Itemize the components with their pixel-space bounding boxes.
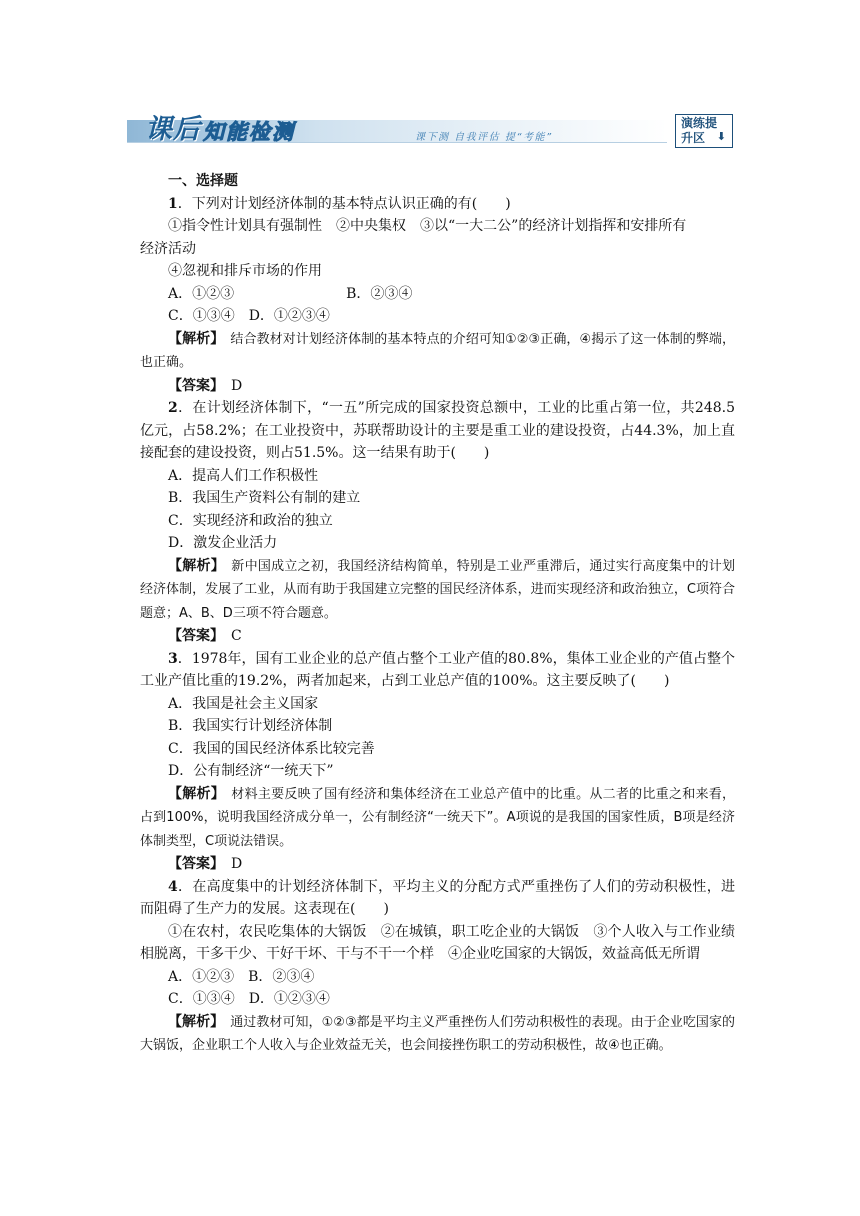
q3-option-a: A．我国是社会主义国家	[168, 695, 319, 712]
q1-options-cd: C．①③④ D．①②③④	[168, 308, 330, 324]
banner-title-small: 知能检测	[203, 120, 295, 144]
q2-answer-value: C	[217, 628, 242, 644]
q2-number: 2	[168, 400, 178, 416]
q1-analysis	[140, 328, 735, 375]
q3-answer	[140, 853, 735, 876]
q1-stem-text: ．下列对计划经济体制的基本特点认识正确的有( )	[177, 195, 511, 212]
q4-analysis-text: 通过教材可知，①②③都是平均主义严重挫伤人们劳动积极性的表现。由于企业吃国家的大锅饭，企业职工个人收入与企业效益无关，也会间接挫伤职工的劳动积极性，故④也正确。	[140, 1014, 736, 1053]
q1-answer-value: D	[217, 377, 243, 394]
q4-items: ①在农村，农民吃集体的大锅饭 ②在城镇，职工吃企业的大锅饭 ③个人收入与工作业绩相脱离，干多干少、干好干坏、干与不干一个样 ④企业吃国家的大锅饭，效益高低无所谓	[140, 923, 735, 962]
q1-answer	[140, 375, 735, 398]
q4-analysis	[140, 1011, 735, 1058]
q3-analysis	[140, 783, 735, 854]
q1-items-c: ④忽视和排斥市场的作用	[168, 263, 322, 279]
q3-option-b: B．我国实行计划经济体制	[168, 718, 333, 734]
badge-line1: 演练提	[681, 116, 718, 130]
q1-stem	[140, 193, 735, 216]
q4-number: 4	[168, 878, 178, 895]
q3-option-d: D．公有制经济“一统天下”	[168, 763, 334, 779]
q1-items-b: 经济活动	[140, 240, 196, 257]
q1-analysis-text: 结合教材对计划经济体制的基本特点的介绍可知①②③正确，④揭示了这一体制的弊端，也正确。	[140, 331, 736, 370]
q3-answer-label: 【答案】	[168, 856, 217, 872]
q2-analysis-text: 新中国成立之初，我国经济结构简单，特别是工业严重滞后，通过实行高度集中的计划经济体制，发展了工业，从而有助于我国建立完整的国民经济体系，进而实现经济和政治独立，C项符合题意；A、B、D三项不符合题意。	[140, 558, 735, 621]
q3-analysis-text: 材料主要反映了国有经济和集体经济在工业总产值中的比重。从二者的比重之和来看，占到100%，说明我国经济成分单一，公有制经济“一统天下”。A项说的是我国的国家性质，B项是经济体制类型，C项说法错误。	[140, 786, 735, 849]
q2-analysis-label: 【解析】	[168, 557, 219, 574]
q2-answer-label: 【答案】	[168, 628, 217, 644]
q4-stem-text: ．在高度集中的计划经济体制下，平均主义的分配方式严重挫伤了人们的劳动积极性，进而阻碍了生产力的发展。这表现在( )	[140, 878, 735, 917]
banner-subtitle: 课下测 自我评估 提“考能”	[415, 132, 553, 143]
practice-area-badge	[675, 114, 733, 148]
q4-stem	[140, 876, 735, 921]
q4-options-ab: A．①②③ B．②③④	[168, 968, 315, 985]
q1-analysis-label: 【解析】	[168, 330, 218, 347]
q1-answer-label: 【答案】	[168, 377, 217, 394]
q2-option-c: C．实现经济和政治的独立	[168, 512, 333, 529]
q2-stem	[140, 397, 735, 465]
q2-analysis	[140, 555, 735, 626]
banner-title-big: 课后	[145, 114, 201, 145]
q3-option-c: C．我国的国民经济体系比较完善	[168, 740, 375, 757]
q3-stem-text: ．1978年，国有工业企业的总产值占整个工业产值的80.8%，集体工业企业的产值占整个工业产值比重的19.2%，两者加起来，占到工业总产值的100%。这主要反映了( )	[140, 650, 735, 689]
q4-options-cd: C．①③④ D．①②③④	[168, 991, 330, 1007]
q3-stem	[140, 648, 735, 693]
q2-option-d: D．激发企业活力	[168, 535, 278, 551]
q1-items-a: ①指令性计划具有强制性 ②中央集权 ③以“一大二公”的经济计划指挥和安排所有	[168, 218, 687, 234]
question-content	[140, 170, 735, 1058]
q3-answer-value: D	[217, 856, 243, 872]
q3-number: 3	[168, 650, 178, 667]
q4-analysis-label: 【解析】	[168, 1013, 218, 1030]
q1-number: 1	[168, 195, 178, 212]
down-arrow-icon: ⬇	[716, 130, 726, 143]
banner-title	[145, 114, 295, 146]
q2-option-a: A．提高人们工作积极性	[168, 467, 319, 484]
q2-option-b: B．我国生产资料公有制的建立	[168, 490, 361, 506]
q1-options-ab: A．①②③ B．②③④	[168, 285, 413, 302]
q3-analysis-label: 【解析】	[168, 785, 219, 802]
section-banner	[127, 114, 737, 150]
badge-line2: 升区	[681, 131, 706, 145]
q2-answer	[140, 625, 735, 648]
section-title: 一、选择题	[168, 173, 238, 189]
q2-stem-text: ．在计划经济体制下，“一五”所完成的国家投资总额中，工业的比重占第一位，共248.5亿元，占58.2%；在工业投资中，苏联帮助设计的主要是重工业的建设投资，占44.3%，加上直接配套的建设投资，则占51.5%。这一结果有助于( )	[140, 400, 735, 461]
